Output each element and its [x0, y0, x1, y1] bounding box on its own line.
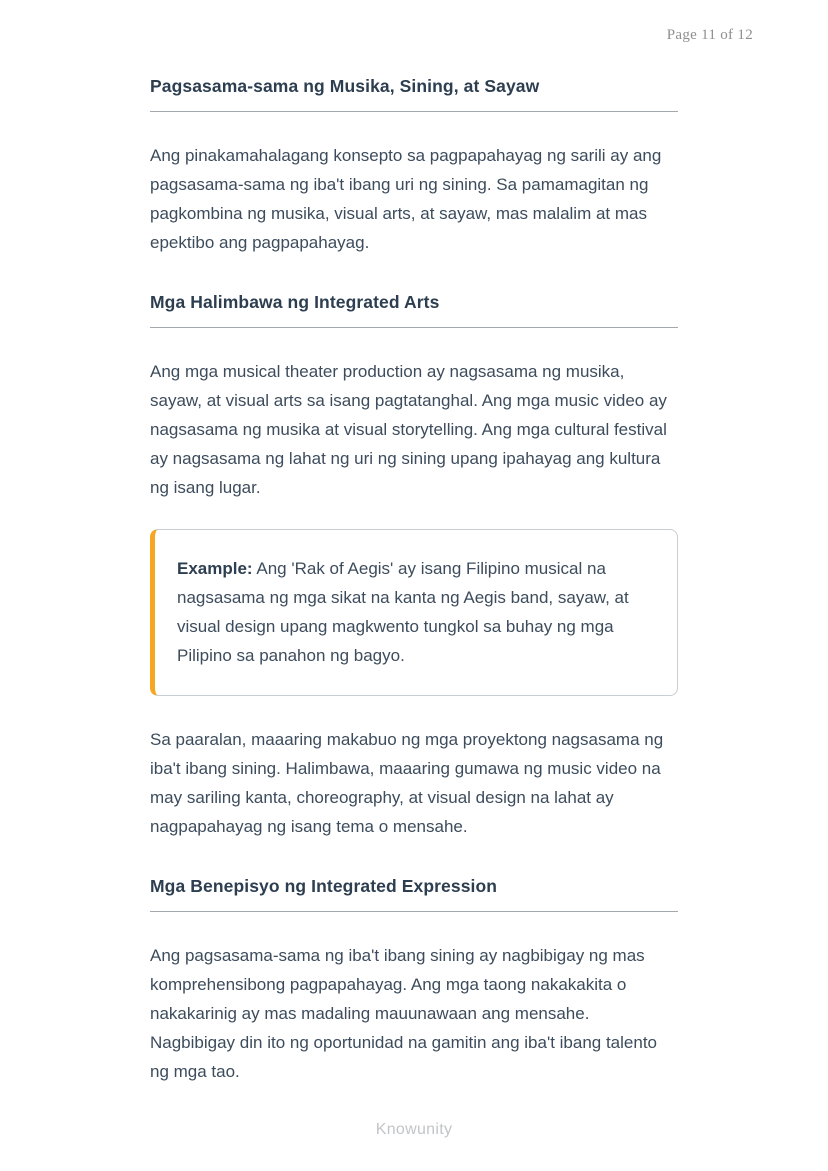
- document-content: [150, 74, 678, 1086]
- heading-rule: [150, 111, 678, 112]
- section-heading-integration: Pagsasama-sama ng Musika, Sining, at Sayaw: [150, 76, 540, 96]
- page-number: Page 11 of 12: [666, 27, 753, 43]
- heading-rule: [150, 327, 678, 328]
- heading-rule: [150, 911, 678, 912]
- example-callout-box: [150, 529, 678, 696]
- section-heading-benefits: Mga Benepisyo ng Integrated Expression: [150, 876, 498, 896]
- example-label: Example:: [177, 559, 253, 578]
- paragraph-integration-intro: Ang pinakamahalagang konsepto sa pagpapahayag ng sarili ay ang pagsasama-sama ng iba't ibang uri ng sining. Sa pamamagitan ng pagkombina ng musika, visual arts, at sayaw, mas malalim at mas epektibo ang pagpapahayag.: [150, 146, 662, 252]
- section-heading-examples: Mga Halimbawa ng Integrated Arts: [150, 292, 440, 312]
- paragraph-school-projects: Sa paaralan, maaaring makabuo ng mga proyektong nagsasama ng iba't ibang sining. Halimbawa, maaaring gumawa ng music video na may sariling kanta, choreography, at visual design na lahat ay nagpapahayag ng isang tema o mensahe.: [150, 730, 664, 836]
- paragraph-examples: Ang mga musical theater production ay nagsasama ng musika, sayaw, at visual arts sa isang pagtatanghal. Ang mga music video ay nagsasama ng musika at visual storytelling. Ang mga cultural festival ay nagsasama ng lahat ng uri ng sining upang ipahayag ang kultura ng isang lugar.: [150, 362, 667, 497]
- footer-brand: Knowunity: [375, 1121, 453, 1138]
- example-text: Ang 'Rak of Aegis' ay isang Filipino musical na nagsasama ng mga sikat na kanta ng Aegis band, sayaw, at visual design upang magkwento tungkol sa buhay ng mga Pilipino sa panahon ng bagyo.: [177, 559, 629, 665]
- paragraph-benefits: Ang pagsasama-sama ng iba't ibang sining ay nagbibigay ng mas komprehensibong pagpapahayag. Ang mga taong nakakakita o nakakarinig ay mas madaling mauunawaan ang mensahe. Nagbibigay din ito ng oportunidad na gamitin ang iba't ibang talento ng mga tao.: [150, 946, 658, 1081]
